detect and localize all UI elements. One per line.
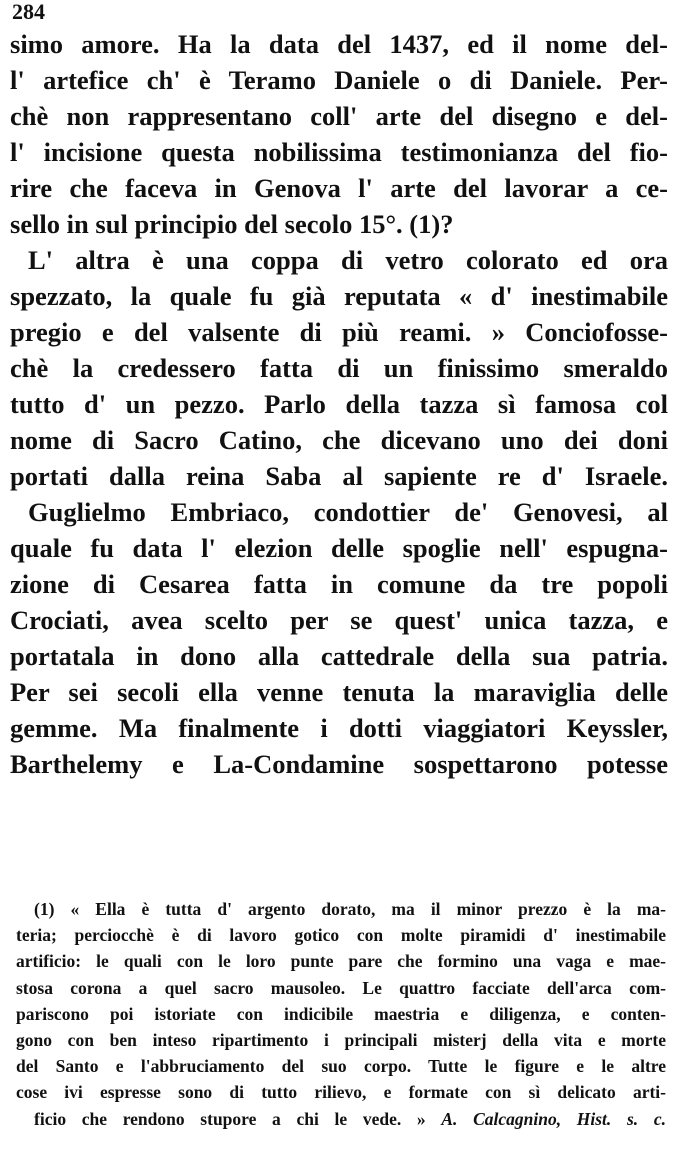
body-line: Per sei secoli ella venne tenuta la maraviglia delle: [10, 677, 668, 707]
body-line: rire che faceva in Genova l' arte del lavorar a ce-: [10, 173, 668, 203]
body-line: l' incisione questa nobilissima testimonianza del fio-: [10, 137, 668, 167]
footnote-last-text: ficio che rendono stupore a chi le vede. »: [34, 1108, 426, 1129]
footnote-line: cose ivi espresse sono di tutto rilievo, e formate con sì delicato arti-: [16, 1082, 666, 1103]
footnote-line: gono con ben inteso ripartimento i principali misterj della vita e morte: [16, 1029, 666, 1050]
footnote: [16, 896, 666, 1132]
body-line: Barthelemy e La-Condamine sospettarono potesse: [10, 749, 668, 779]
body-line: spezzato, la quale fu già reputata « d' inestimabile: [10, 281, 668, 311]
body-line: l' artefice ch' è Teramo Daniele o di Daniele. Per-: [10, 65, 668, 95]
footnote-line: del Santo e l'abbruciamento del suo corpo. Tutte le figure e le altre: [16, 1056, 666, 1077]
body-line: simo amore. Ha la data del 1437, ed il nome del-: [10, 29, 668, 59]
body-line: Guglielmo Embriaco, condottier de' Genovesi, al: [28, 497, 668, 527]
body-line: chè la credessero fatta di un finissimo smeraldo: [10, 353, 668, 383]
footnote-line: artificio: le quali con le loro punte pare che formino una vaga e mae-: [16, 951, 666, 972]
body-line: sello in sul principio del secolo 15°. (1)?: [10, 209, 454, 239]
body-line: nome di Sacro Catino, che dicevano uno dei doni: [10, 425, 668, 455]
footnote-line: pariscono poi istoriate con indicibile maestria e diligenza, e conten-: [16, 1003, 666, 1024]
body-line: chè non rappresentano coll' arte del disegno e del-: [10, 101, 668, 131]
body-line: portati dalla reina Saba al sapiente re d' Israele.: [10, 461, 668, 491]
body-line: Crociati, avea scelto per se quest' unica tazza, e: [10, 605, 668, 635]
footnote-line: (1) « Ella è tutta d' argento dorato, ma il minor prezzo è la ma-: [34, 899, 666, 919]
body-line: tutto d' un pezzo. Parlo della tazza sì famosa col: [10, 389, 668, 419]
body-line: quale fu data l' elezion delle spoglie nell' espugna-: [10, 533, 668, 563]
body-line: gemme. Ma finalmente i dotti viaggiatori Keyssler,: [10, 713, 668, 743]
body-line: L' altra è una coppa di vetro colorato ed ora: [28, 245, 668, 275]
page-number: 284: [12, 0, 45, 24]
body-line: portatala in dono alla cattedrale della sua patria.: [10, 641, 668, 671]
footnote-citation: A. Calcagnino, Hist. s. c.: [441, 1108, 666, 1129]
body-line: zione di Cesarea fatta in comune da tre popoli: [10, 569, 668, 599]
body-text: [10, 26, 668, 782]
footnote-line: [16, 1106, 666, 1132]
body-line: pregio e del valsente di più reami. » Conciofosse-: [10, 317, 668, 347]
footnote-line: teria; perciocchè è di lavoro gotico con molte piramidi d' inestimabile: [16, 925, 666, 946]
footnote-line: stosa corona a quel sacro mausoleo. Le quattro facciate dell'arca com-: [16, 977, 666, 998]
